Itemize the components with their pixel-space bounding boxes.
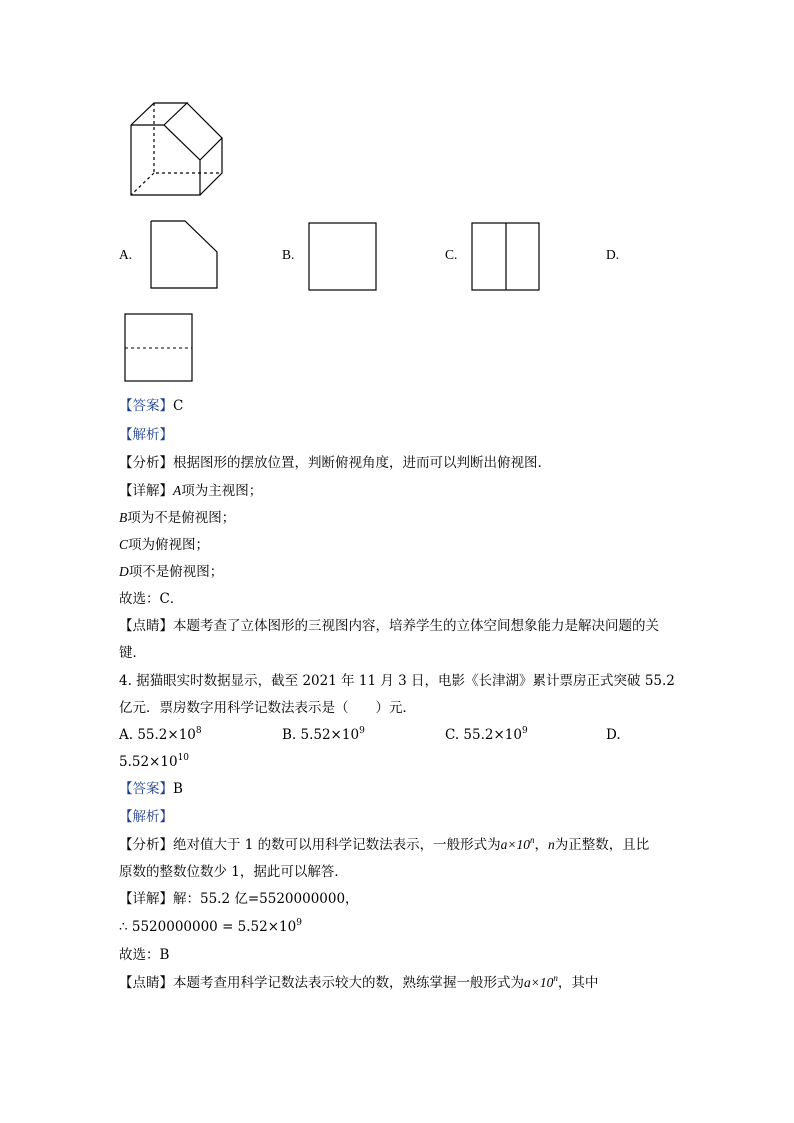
q4-stem-1 — [119, 671, 675, 691]
q3-choice — [119, 589, 183, 609]
fenxi-text: 根据图形的摆放位置，判断俯视角度，进而可以判断出俯视图． — [173, 455, 551, 471]
q3-dianjing-cont — [119, 643, 146, 663]
q3-answer — [119, 396, 183, 416]
line-c-text: 项为俯视图； — [128, 537, 210, 553]
q4-option-d — [606, 725, 621, 745]
xiangjie-exp: 9 — [296, 918, 302, 928]
dianjing-text-1: 本题考查了立体图形的三视图内容，培养学生的立体空间想象能力是解决问题的关 — [173, 618, 659, 634]
q4-option-b — [282, 725, 365, 745]
option-c-exp: 9 — [521, 726, 528, 736]
stem-text-1: 4. 据猫眼实时数据显示，截至 2021 年 11 月 3 日，电影《长津湖》累计票房正式突破 55.2 — [119, 673, 675, 689]
q3-line-b — [119, 508, 235, 528]
fenxi-text-2: 原数的整数位数少 1，据此可以解答． — [119, 864, 348, 880]
answer-tag: 【答案】 — [119, 781, 173, 797]
option-d-text: D. — [606, 727, 621, 743]
stem-text-2: 亿元．票房数字用科学记数法表示是（ ）元． — [119, 700, 416, 716]
q4-fenxi: 【分析】绝对值大于 1 的数可以用科学记数法表示，一般形式为$a\times 10^n$，n为正整数，且比 — [119, 835, 650, 853]
var-c: C — [119, 537, 129, 552]
q3-line-c — [119, 535, 209, 555]
var-a: A — [173, 483, 182, 498]
q3-analysis-heading — [119, 425, 173, 445]
option-a-label: A. — [119, 247, 133, 262]
dianjing-formula: a×10 — [524, 975, 554, 990]
q4-choice — [119, 945, 169, 965]
var-d: D — [119, 564, 129, 579]
fenxi-formula: a×10 — [500, 837, 531, 852]
option-b-exp: 9 — [359, 726, 365, 736]
analysis-tag: 【解析】 — [119, 809, 173, 825]
option-a-exp: 8 — [195, 726, 202, 736]
option-a-text: A. 55.2×10 — [119, 727, 196, 743]
q3-xiangjie — [119, 481, 262, 501]
choice-text: 故选：B — [119, 947, 170, 963]
choice-text: 故选：C． — [119, 591, 184, 607]
answer-value: B — [173, 781, 183, 797]
line-a-text: 项为主视图； — [181, 483, 263, 499]
option-d-exp: 10 — [177, 753, 190, 763]
xiangjie-text-2: ∴ 5520000000 = 5.52×10 — [119, 919, 297, 935]
q4-answer — [119, 779, 183, 799]
dianjing-text-2: 键． — [119, 645, 146, 661]
fenxi-n: n — [548, 837, 555, 852]
option-b-label: B. — [282, 247, 295, 262]
dianjing-text-1: 本题考查用科学记数法表示较大的数，熟练掌握一般形式为 — [173, 975, 524, 991]
answer-tag: 【答案】 — [119, 398, 173, 414]
q4-xiangjie-2 — [119, 917, 302, 937]
xiangjie-tag: 【详解】 — [119, 891, 173, 907]
dianjing-end: ，其中 — [557, 975, 599, 991]
fenxi-formula-exp: n — [530, 835, 535, 845]
option-d-value: 5.52×10 — [119, 754, 178, 770]
q3-dianjing — [119, 616, 659, 636]
line-d-text: 项不是俯视图； — [128, 564, 224, 580]
fenxi-text-1b: 为正整数，且比 — [554, 837, 650, 853]
xiangjie-text-1: 解：55.2 亿=5520000000， — [173, 891, 359, 907]
q4-option-c — [445, 725, 528, 745]
fenxi-tag: 【分析】 — [119, 455, 173, 471]
line-b-text: 项为不是俯视图； — [127, 510, 236, 526]
q4-dianjing — [119, 973, 598, 993]
q4-option-a — [119, 725, 202, 745]
q4-analysis-heading — [119, 807, 173, 827]
var-b: B — [119, 510, 128, 525]
q4-option-d-value — [119, 752, 189, 772]
q4-fenxi-cont — [119, 862, 348, 882]
analysis-tag: 【解析】 — [119, 427, 173, 443]
dianjing-exp: n — [553, 973, 558, 983]
xiangjie-tag: 【详解】 — [119, 483, 173, 499]
option-c-label: C. — [445, 247, 458, 262]
option-c-text: C. 55.2×10 — [445, 727, 522, 743]
option-d-label: D. — [606, 247, 620, 262]
dianjing-tag: 【点睛】 — [119, 618, 173, 634]
option-b-text: B. 5.52×10 — [282, 727, 360, 743]
fenxi-tag: 【分析】 — [119, 837, 173, 853]
q3-line-d — [119, 562, 223, 582]
answer-value: C — [173, 398, 184, 414]
q3-fenxi — [119, 453, 551, 473]
fenxi-text-1a: 绝对值大于 1 的数可以用科学记数法表示，一般形式为 — [173, 837, 501, 853]
dianjing-tag: 【点睛】 — [119, 975, 173, 991]
q4-xiangjie — [119, 889, 359, 909]
q4-stem-2 — [119, 698, 416, 718]
